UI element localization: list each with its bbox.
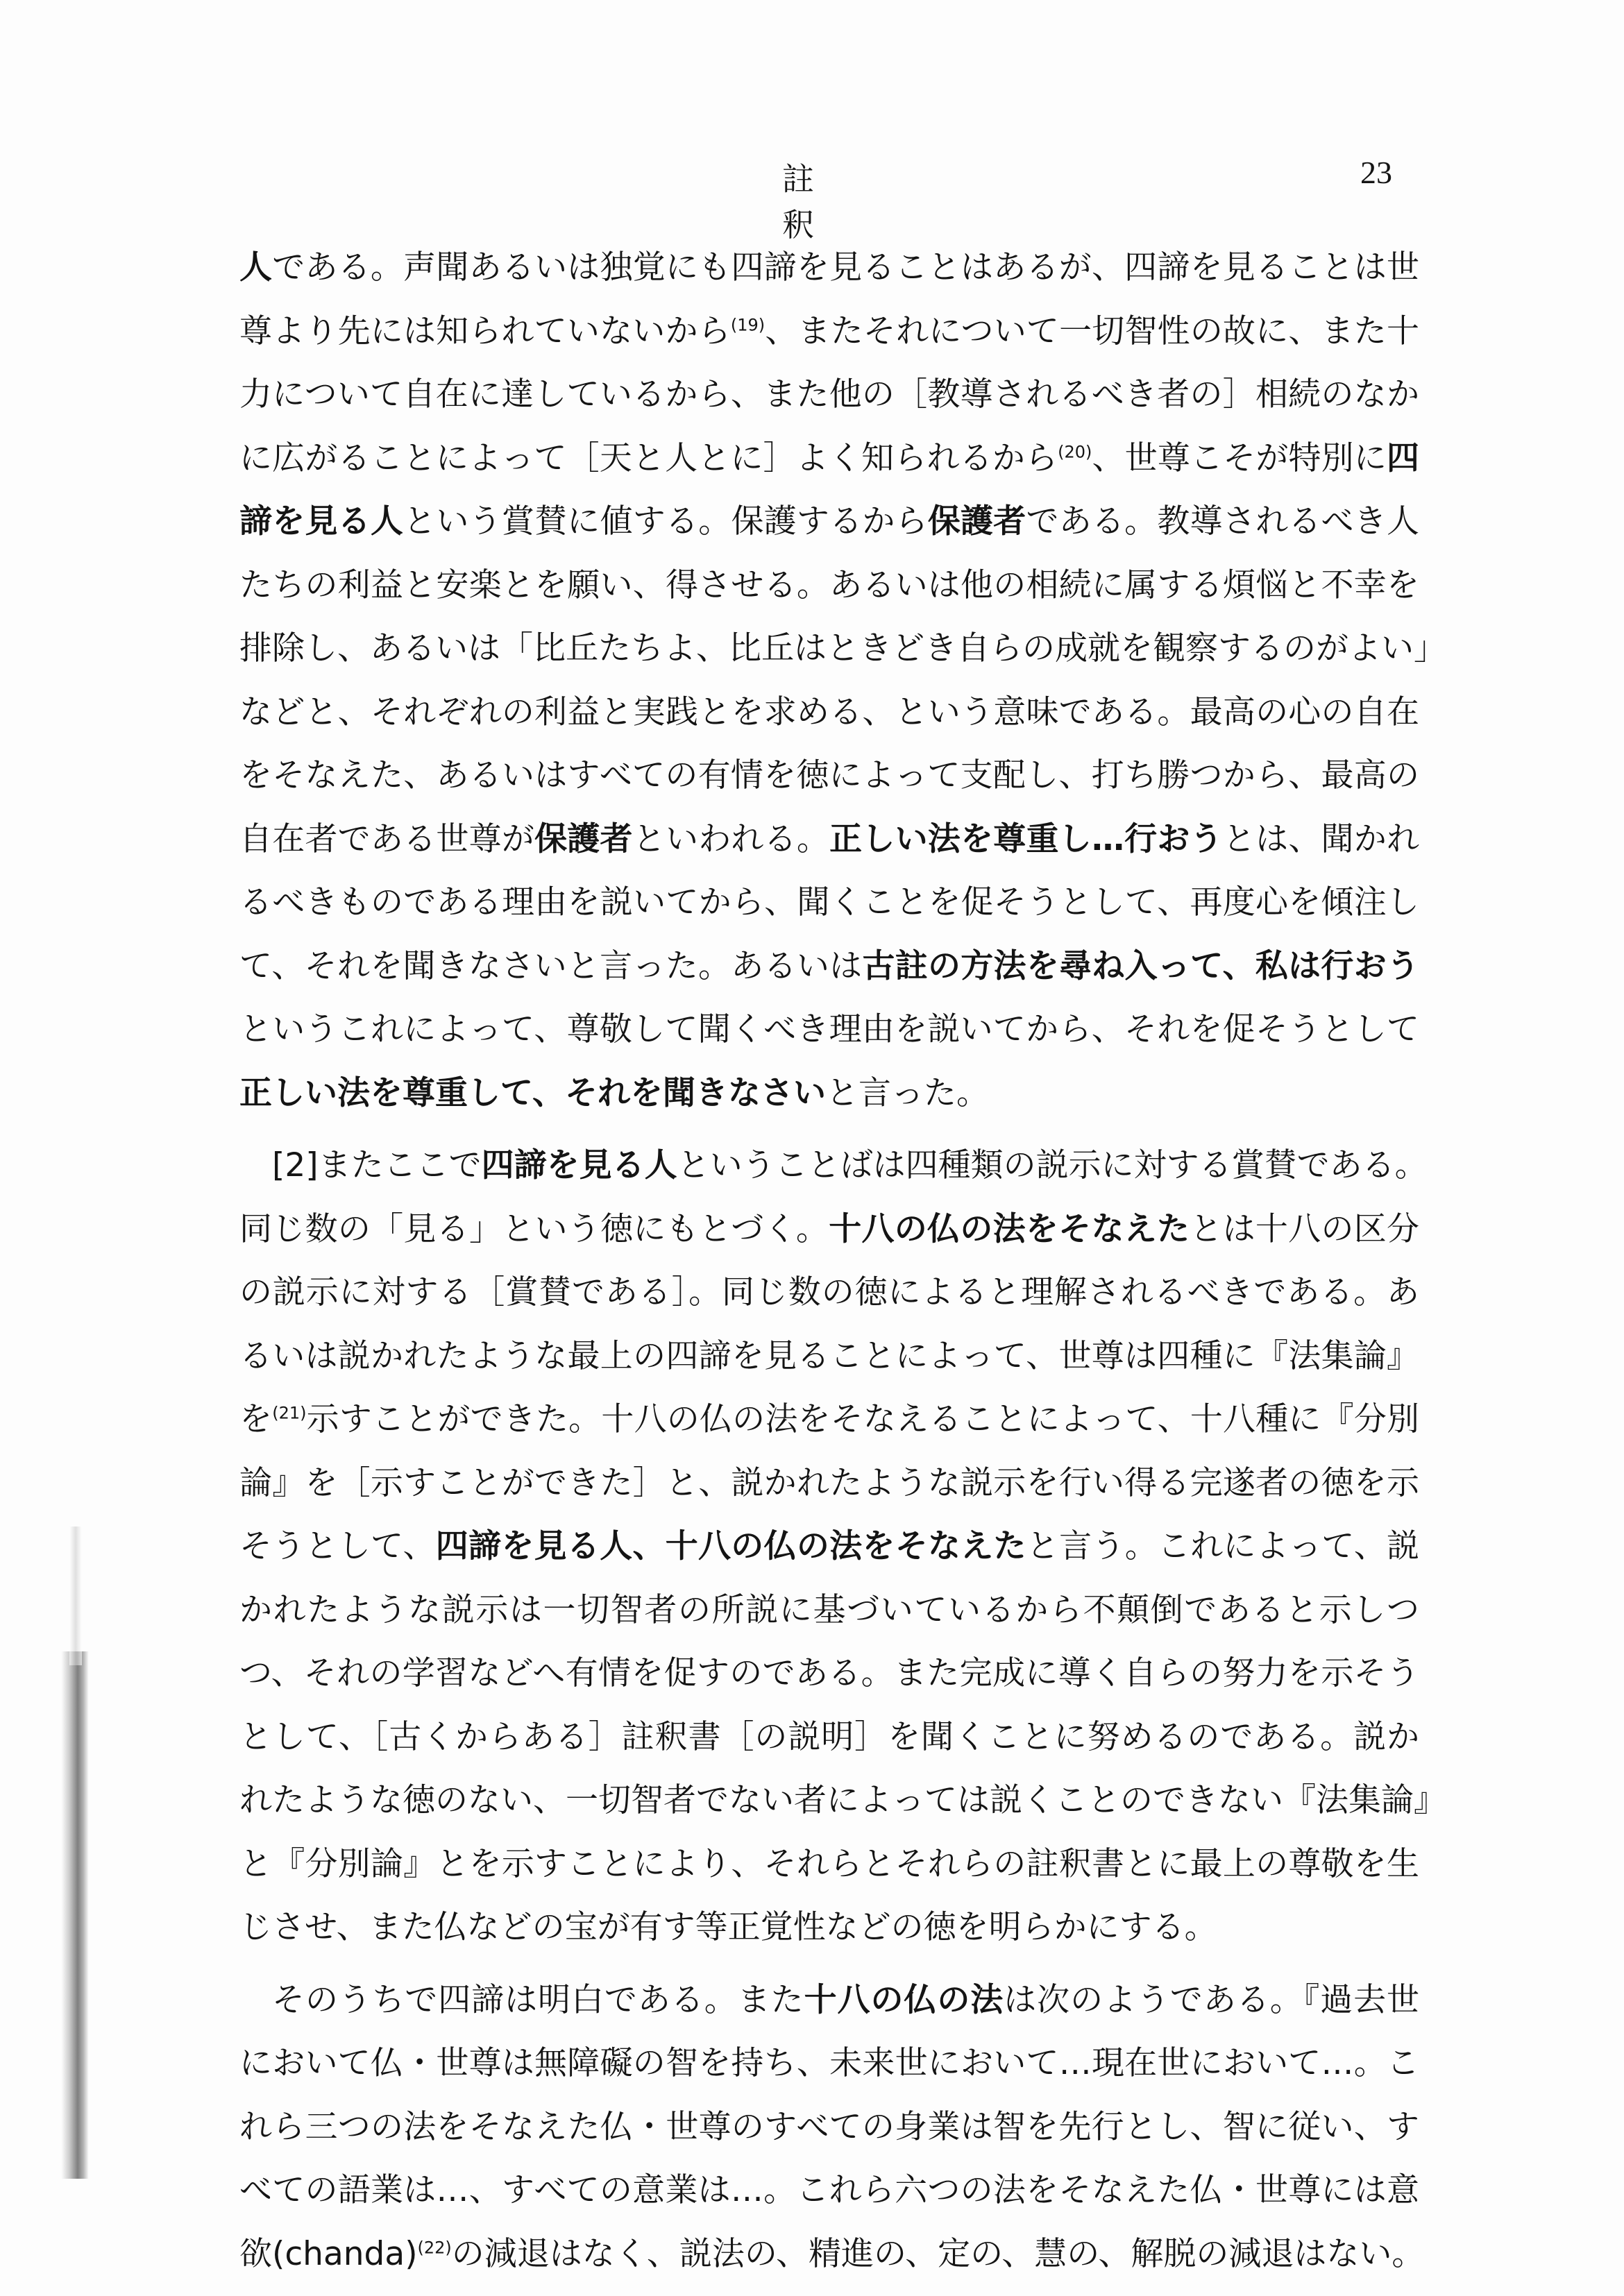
text-segment: とは十八の区分 xyxy=(1190,1209,1420,1248)
bold-term: 保護者 xyxy=(534,819,633,858)
bold-term: 古註の方法を尋ね入って、私は行おう xyxy=(862,946,1419,985)
text-segment: じさせ、また仏などの宝が有す等正覚性などの徳を明らかにする。 xyxy=(239,1908,1217,1946)
text-segment: 排除し、あるいは「比丘たちよ、比丘はときどき自らの成就を観察するのがよい」 xyxy=(239,629,1446,667)
text-segment: 欲(chanda) xyxy=(239,2234,418,2273)
text-segment: などと、それぞれの利益と実践とを求める、という意味である。最高の心の自在 xyxy=(239,692,1419,731)
bold-term: 十八の仏の法 xyxy=(804,1980,1004,2019)
bold-term: 正しい法を尊重して、それを聞きなさい xyxy=(239,1073,827,1112)
text-segment: の減退はなく、説法の、精進の、定の、慧の、解脱の減退はない。 xyxy=(451,2234,1425,2273)
text-line xyxy=(239,501,1419,543)
text-line xyxy=(239,1907,1419,1948)
text-segment: をそなえた、あるいはすべての有情を徳によって支配し、打ち勝つから、最高の xyxy=(239,756,1419,794)
text-segment: つ、それの学習などへ有情を促すのである。また完成に導く自らの努力を示そう xyxy=(239,1654,1419,1692)
text-line xyxy=(239,247,1419,289)
text-line xyxy=(239,2107,1419,2148)
scan-binding-shadow xyxy=(69,1527,82,1665)
text-segment: というこれによって、尊敬して聞くべき理由を説いてから、それを促そうとして xyxy=(239,1010,1419,1048)
text-segment: れら三つの法をそなえた仏・世尊のすべての身業は智を先行とし、智に従い、す xyxy=(239,2107,1419,2146)
text-segment: そうとして、 xyxy=(239,1527,436,1565)
text-segment: たちの利益と安楽とを願い、得させる。あるいは他の相続に属する煩悩と不幸を xyxy=(239,566,1419,604)
text-segment: の説示に対する［賞賛である］。同じ数の徳によると理解されるべきである。あ xyxy=(239,1273,1419,1311)
text-line xyxy=(239,1336,1419,1377)
page-number: 23 xyxy=(1360,155,1392,190)
text-line xyxy=(239,946,1419,987)
text-line xyxy=(239,1463,1419,1504)
scan-binding-shadow xyxy=(61,1651,89,2179)
text-line xyxy=(239,2234,1425,2275)
text-segment: という賞賛に値する。保護するから xyxy=(403,502,928,541)
running-head: 註 釈 xyxy=(782,160,888,244)
text-segment: と『分別論』とを示すことにより、それらとそれらの註釈書とに最上の尊敬を生 xyxy=(239,1844,1419,1883)
bold-term: 十八の仏の法をそなえた xyxy=(829,1209,1190,1248)
text-line xyxy=(239,882,1419,924)
text-segment: て、それを聞きなさいと言った。あるいは xyxy=(239,946,863,985)
text-segment: 同じ数の「見る」という徳にもとづく。 xyxy=(239,1209,829,1248)
text-segment: 示すことができた。十八の仏の法をそなえることによって、十八種に『分別 xyxy=(306,1400,1420,1438)
text-line xyxy=(239,628,1446,670)
text-segment: 尊より先には知られていないから xyxy=(239,312,731,350)
text-segment: に広がることによって［天と人とに］よく知られるから xyxy=(239,439,1058,477)
text-line xyxy=(239,2043,1419,2084)
text-segment: 論』を［示すことができた］と、説かれたような説示を行い得る完遂者の徳を示 xyxy=(239,1463,1419,1502)
text-segment: において仏・世尊は無障礙の智を持ち、未来世において…現在世において…。こ xyxy=(239,2044,1419,2082)
text-segment: を xyxy=(239,1400,273,1438)
text-line xyxy=(239,1717,1419,1758)
text-line xyxy=(239,1526,1419,1567)
bold-term: 諦を見る人 xyxy=(239,502,404,541)
bold-term: 正しい法を尊重し…行おう xyxy=(829,819,1223,858)
footnote-ref: (19) xyxy=(730,314,766,334)
text-line xyxy=(239,1145,1428,1187)
text-segment: 力について自在に達しているから、また他の［教導されるべき者の］相続のなか xyxy=(239,375,1419,414)
text-segment: れたような徳のない、一切智者でない者によっては説くことのできない『法集論』 xyxy=(239,1781,1446,1819)
text-line xyxy=(239,1399,1419,1440)
text-line xyxy=(239,565,1419,606)
text-line xyxy=(239,755,1419,797)
footnote-ref: (20) xyxy=(1058,441,1092,461)
text-segment: と言う。これによって、説 xyxy=(1026,1527,1420,1565)
text-segment: かれたような説示は一切智者の所説に基づいているから不顛倒であると示しつ xyxy=(239,1590,1419,1629)
text-segment: べての語業は…、すべての意業は…。これら六つの法をそなえた仏・世尊には意 xyxy=(239,2171,1419,2209)
text-segment: [2]またここで xyxy=(272,1146,482,1184)
text-segment: るいは説かれたような最上の四諦を見ることによって、世尊は四種に『法集論』 xyxy=(239,1336,1419,1375)
text-segment: 自在者である世尊が xyxy=(239,819,535,858)
text-line xyxy=(239,1844,1419,1885)
text-segment: 、またそれについて一切智性の故に、また十 xyxy=(765,312,1419,350)
text-line xyxy=(239,374,1419,416)
text-segment: るべきものである理由を説いてから、聞くことを促そうとして、再度心を傾注し xyxy=(239,883,1419,921)
text-segment: は次のようである。『過去世 xyxy=(1004,1980,1420,2019)
text-line xyxy=(239,438,1419,479)
text-line xyxy=(239,1209,1419,1250)
text-line xyxy=(239,1980,1419,2021)
text-segment: そのうちで四諦は明白である。また xyxy=(272,1980,804,2019)
text-line xyxy=(239,1073,1419,1114)
text-segment: である。声聞あるいは独覚にも四諦を見ることはあるが、四諦を見ることは世 xyxy=(272,248,1420,287)
text-segment: ということばは四種類の説示に対する賞賛である。 xyxy=(677,1146,1428,1184)
bold-term: 四諦を見る人、十八の仏の法をそなえた xyxy=(435,1527,1026,1565)
text-line xyxy=(239,692,1419,733)
text-line xyxy=(239,1590,1419,1631)
footnote-ref: (21) xyxy=(272,1403,307,1423)
text-line xyxy=(239,1009,1419,1051)
text-segment: である。教導されるべき人 xyxy=(1026,502,1420,541)
bold-term: 四諦を見る人 xyxy=(481,1146,677,1184)
bold-term: 四 xyxy=(1387,439,1420,477)
text-segment: 、世尊こそが特別に xyxy=(1092,439,1387,477)
text-segment: と言った。 xyxy=(826,1073,990,1112)
text-line xyxy=(239,1272,1419,1313)
text-line xyxy=(239,1780,1446,1821)
text-line xyxy=(239,311,1419,352)
text-line xyxy=(239,2170,1419,2211)
text-segment: といわれる。 xyxy=(632,819,830,858)
text-line xyxy=(239,1653,1419,1694)
text-segment: として、［古くからある］註釈書［の説明］を聞くことに努めるのである。説か xyxy=(239,1717,1419,1756)
bold-term: 保護者 xyxy=(927,502,1026,541)
text-segment: とは、聞かれ xyxy=(1222,819,1420,858)
bold-term: 人 xyxy=(239,248,273,287)
text-line xyxy=(239,819,1419,860)
footnote-ref: (22) xyxy=(417,2237,452,2257)
